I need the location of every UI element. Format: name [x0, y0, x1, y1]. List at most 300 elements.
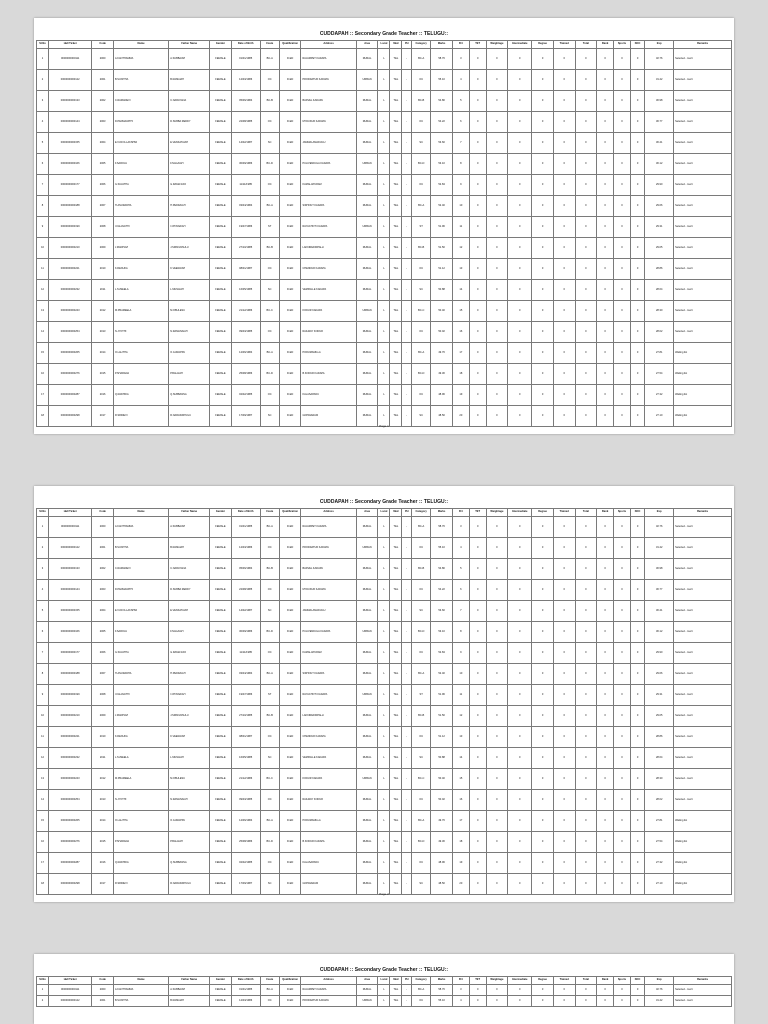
table-cell: FEMALE	[210, 811, 232, 832]
table-cell: 0	[614, 280, 631, 301]
table-cell: 53.10	[431, 622, 453, 643]
table-cell: 0	[630, 769, 644, 790]
table-cell: Selected - merit	[674, 70, 732, 91]
table-cell: 0	[575, 580, 597, 601]
table-cell: D.ED	[279, 280, 301, 301]
table-cell: 0	[508, 364, 532, 385]
table-cell: 0	[486, 538, 508, 559]
table-cell: 0	[553, 811, 575, 832]
table-cell: 0	[469, 259, 486, 280]
table-row	[37, 112, 732, 133]
table-row	[37, 769, 732, 790]
table-cell: 0	[630, 790, 644, 811]
table-cell: Selected - merit	[674, 112, 732, 133]
table-cell: H.ANURADHA	[113, 664, 168, 685]
table-cell: 2006	[92, 643, 114, 664]
table-cell: Selected - merit	[674, 748, 732, 769]
table-cell: Selected - merit	[674, 301, 732, 322]
table-cell: 3	[452, 985, 469, 996]
table-cell: GOPAVARAM	[301, 874, 356, 895]
table-cell: N.JYOTHI	[113, 790, 168, 811]
table-cell: 0	[575, 622, 597, 643]
table-cell: 7	[37, 643, 49, 664]
table-cell: 15	[37, 343, 49, 364]
table-cell: 0	[508, 996, 532, 1007]
table-cell: 0	[469, 985, 486, 996]
table-cell: 11	[452, 217, 469, 238]
table-cell: 05/06/1984	[231, 91, 260, 112]
table-cell: 50.02	[431, 790, 453, 811]
table-cell: 0	[508, 238, 532, 259]
table-cell: -	[402, 133, 412, 154]
table-cell: 0	[575, 832, 597, 853]
table-cell: URBAN	[356, 301, 378, 322]
table-cell: L	[378, 217, 390, 238]
table-cell: TEL	[390, 154, 402, 175]
table-cell: 0	[614, 49, 631, 70]
table-cell: O.GURAPPA	[169, 343, 210, 364]
table-cell: OC	[412, 996, 431, 1007]
table-header-row	[37, 509, 732, 517]
table-cell: 2009	[92, 238, 114, 259]
table-cell: 58.76	[431, 985, 453, 996]
table-cell: 12	[37, 280, 49, 301]
table-cell: TEL	[390, 685, 402, 706]
table-cell: TEL	[390, 664, 402, 685]
table-cell: 0	[630, 832, 644, 853]
table-cell: 0	[597, 706, 614, 727]
table-cell: 0	[630, 385, 644, 406]
column-header: Rank	[597, 509, 614, 517]
table-cell: BC-A	[260, 517, 279, 538]
table-cell: 55.10	[431, 538, 453, 559]
table-cell: 0	[553, 748, 575, 769]
table-cell: L	[378, 49, 390, 70]
column-header: Pct	[452, 509, 469, 517]
table-row	[37, 985, 732, 996]
table-cell: -	[402, 622, 412, 643]
table-cell: D.ED	[279, 601, 301, 622]
table-cell: 0	[532, 406, 554, 427]
table-cell: 2	[37, 538, 49, 559]
table-cell: J.MADHAVI	[113, 238, 168, 259]
table-cell: 0	[630, 259, 644, 280]
table-cell: 51.96	[431, 217, 453, 238]
table-cell: PRODDATUR KADAPA	[301, 996, 356, 1007]
table-cell: RURAL	[356, 664, 378, 685]
table-cell: 0	[532, 517, 554, 538]
table-cell: Selected - merit	[674, 259, 732, 280]
table-cell: 0	[553, 406, 575, 427]
table-cell: F.NAGAIAH	[169, 622, 210, 643]
table-cell: TEL	[390, 538, 402, 559]
table-cell: 0	[486, 70, 508, 91]
table-cell: Waiting list	[674, 811, 732, 832]
table-cell: VEMPALLE KADAPA	[301, 748, 356, 769]
table-cell: 9	[37, 217, 49, 238]
table-cell: 0	[508, 175, 532, 196]
table-cell: URBAN	[356, 70, 378, 91]
table-cell: 0	[469, 133, 486, 154]
table-cell: 0	[508, 685, 532, 706]
table-cell: K.VEERAIAH	[169, 727, 210, 748]
table-cell: 0	[532, 196, 554, 217]
table-cell: A.SUBBAIAH	[169, 517, 210, 538]
table-cell: -	[402, 664, 412, 685]
table-cell: BC-A	[412, 196, 431, 217]
table-cell: 0	[630, 853, 644, 874]
table-cell: 28.86	[645, 727, 674, 748]
table-cell: 55.10	[431, 70, 453, 91]
table-cell: 0	[532, 238, 554, 259]
table-cell: SIDHOUT KADAPA	[301, 664, 356, 685]
table-cell: ST	[412, 217, 431, 238]
table-cell: TEL	[390, 985, 402, 996]
table-cell: -	[402, 175, 412, 196]
table-cell: F.NAGAIAH	[169, 154, 210, 175]
table-cell: D.ED	[279, 643, 301, 664]
table-cell: 0	[614, 406, 631, 427]
page-title: CUDDAPAH :: Secondary Grade Teacher :: TELUGU::	[319, 31, 449, 37]
table-cell: 0	[575, 727, 597, 748]
table-cell: Selected - merit	[674, 727, 732, 748]
table-cell: 0	[553, 538, 575, 559]
table-cell: 0	[532, 70, 554, 91]
table-cell: 0	[597, 874, 614, 895]
table-cell: 0	[597, 196, 614, 217]
table-cell: 0	[597, 769, 614, 790]
table-cell: OC	[260, 996, 279, 1007]
table-cell: 0	[469, 238, 486, 259]
column-header: Gender	[210, 41, 232, 49]
table-cell: 0	[508, 580, 532, 601]
table-cell: 50.40	[431, 769, 453, 790]
table-cell: 30.41	[645, 133, 674, 154]
table-cell: 50.88	[431, 748, 453, 769]
table-cell: -	[402, 238, 412, 259]
table-cell: FEMALE	[210, 601, 232, 622]
table-cell: 0	[553, 727, 575, 748]
table-cell: D.ED	[279, 748, 301, 769]
table-cell: OC	[412, 322, 431, 343]
table-cell: D.ED	[279, 259, 301, 280]
table-cell: 0	[575, 217, 597, 238]
table-cell: 27/10/1985	[231, 238, 260, 259]
table-cell: Waiting list	[674, 874, 732, 895]
table-cell: -	[402, 685, 412, 706]
table-cell: 49.76	[431, 811, 453, 832]
table-cell: OC	[412, 259, 431, 280]
table-cell: RAJAMPET KADAPA	[301, 985, 356, 996]
table-cell: 0	[597, 517, 614, 538]
column-header: Caste	[260, 509, 279, 517]
table-row	[37, 49, 732, 70]
table-row	[37, 601, 732, 622]
table-cell: 10	[452, 196, 469, 217]
table-cell: 0	[575, 559, 597, 580]
table-cell: D.SUBBA REDDY	[169, 580, 210, 601]
table-cell: 0	[614, 601, 631, 622]
table-cell: 09/03/1985	[231, 322, 260, 343]
column-header: Marks	[431, 977, 453, 985]
table-cell: 0	[575, 685, 597, 706]
table-cell: 0	[532, 364, 554, 385]
table-cell: 31.42	[645, 70, 674, 91]
table-cell: 0000000000243	[49, 301, 92, 322]
table-row	[37, 70, 732, 91]
table-cell: RURAL	[356, 259, 378, 280]
table-cell: 0	[553, 664, 575, 685]
table-cell: 0	[532, 769, 554, 790]
table-cell: 27.81	[645, 343, 674, 364]
table-cell: 0	[469, 748, 486, 769]
table-cell: 10	[37, 238, 49, 259]
table-cell: 2015	[92, 364, 114, 385]
table-cell: 0	[553, 385, 575, 406]
table-cell: 2005	[92, 154, 114, 175]
table-cell: G.SUJATHA	[113, 175, 168, 196]
column-header: Intermediate	[508, 41, 532, 49]
table-cell: 0	[553, 559, 575, 580]
table-cell: 0000000000210	[49, 238, 92, 259]
table-cell: L	[378, 91, 390, 112]
table-cell: L	[378, 664, 390, 685]
table-cell: I.CHINNAIAH	[169, 217, 210, 238]
table-cell: 15	[37, 811, 49, 832]
table-cell: Selected - merit	[674, 622, 732, 643]
table-cell: 0	[486, 301, 508, 322]
table-cell: 02/02/1985	[231, 385, 260, 406]
table-cell: L	[378, 196, 390, 217]
table-cell: E.VENKATAIAH	[169, 133, 210, 154]
column-header: NCC	[630, 977, 644, 985]
table-cell: D.ED	[279, 154, 301, 175]
table-cell: 0	[614, 112, 631, 133]
column-header: Degree	[532, 977, 554, 985]
table-cell: BC-A	[412, 664, 431, 685]
table-cell: 18	[452, 832, 469, 853]
table-cell: URBAN	[356, 622, 378, 643]
table-cell: 0	[575, 406, 597, 427]
table-cell: BC-B	[412, 238, 431, 259]
table-cell: C.RAMADEVI	[113, 91, 168, 112]
table-cell: RURAL	[356, 196, 378, 217]
table-cell: BC-D	[260, 622, 279, 643]
table-cell: FEMALE	[210, 748, 232, 769]
table-cell: 0	[575, 538, 597, 559]
table-cell: 0	[508, 133, 532, 154]
table-cell: TEL	[390, 112, 402, 133]
table-cell: 03/04/1984	[231, 196, 260, 217]
table-cell: 0	[614, 664, 631, 685]
table-cell: 0	[508, 196, 532, 217]
table-cell: 13	[37, 301, 49, 322]
table-cell: FEMALE	[210, 664, 232, 685]
table-cell: OC	[412, 580, 431, 601]
table-cell: D.ED	[279, 196, 301, 217]
table-cell: 51.50	[431, 706, 453, 727]
table-cell: N.RAMANAIAH	[169, 790, 210, 811]
table-cell: D.ED	[279, 559, 301, 580]
table-cell: 29.66	[645, 664, 674, 685]
column-header: Area	[356, 977, 378, 985]
table-cell: 0	[508, 601, 532, 622]
table-cell: 2014	[92, 811, 114, 832]
table-cell: 0	[469, 685, 486, 706]
table-cell: 0	[597, 238, 614, 259]
table-cell: TEL	[390, 727, 402, 748]
table-cell: 0	[532, 538, 554, 559]
table-cell: 0	[630, 664, 644, 685]
table-cell: RURAL	[356, 790, 378, 811]
table-cell: 19	[452, 385, 469, 406]
table-cell: RURAL	[356, 853, 378, 874]
table-cell: D.ED	[279, 238, 301, 259]
table-cell: 0	[508, 853, 532, 874]
table-cell: URBAN	[356, 538, 378, 559]
table-cell: 9	[452, 643, 469, 664]
table-cell: RURAL	[356, 811, 378, 832]
table-cell: 0000000000177	[49, 643, 92, 664]
column-header: Exp	[645, 977, 674, 985]
table-cell: D.ED	[279, 133, 301, 154]
table-cell: 0	[486, 832, 508, 853]
table-cell: L	[378, 343, 390, 364]
table-cell: 0	[630, 601, 644, 622]
table-cell: 0000000000188	[49, 664, 92, 685]
table-cell: G.RAMA RAO	[169, 175, 210, 196]
column-header: Local	[378, 41, 390, 49]
table-cell: 0	[597, 343, 614, 364]
table-cell: 0	[508, 727, 532, 748]
table-cell: TEL	[390, 406, 402, 427]
table-cell: 30.12	[645, 154, 674, 175]
table-cell: 0	[486, 685, 508, 706]
column-header: Gender	[210, 509, 232, 517]
table-cell: 14	[452, 748, 469, 769]
table-row	[37, 238, 732, 259]
table-cell: 0	[508, 874, 532, 895]
table-cell: 0	[508, 832, 532, 853]
table-cell: 51.50	[431, 238, 453, 259]
table-cell: 2000	[92, 49, 114, 70]
table-cell: 0	[532, 49, 554, 70]
table-cell: 0	[597, 301, 614, 322]
table-cell: RURAL	[356, 280, 378, 301]
table-cell: Waiting list	[674, 853, 732, 874]
table-cell: 0000000000265	[49, 811, 92, 832]
table-cell: CHENNUR KADAPA	[301, 259, 356, 280]
table-cell: 0	[532, 727, 554, 748]
table-cell: TEL	[390, 175, 402, 196]
table-cell: LAKKIREDDIPALLI	[301, 238, 356, 259]
table-cell: 0	[575, 996, 597, 1007]
table-cell: D.ED	[279, 112, 301, 133]
table-cell: 0	[630, 133, 644, 154]
table-cell: LAKKIREDDIPALLI	[301, 706, 356, 727]
table-cell: FEMALE	[210, 112, 232, 133]
table-cell: 17	[452, 343, 469, 364]
table-cell: 2011	[92, 280, 114, 301]
table-cell: 0	[486, 364, 508, 385]
table-cell: 30.98	[645, 559, 674, 580]
table-cell: 17	[37, 385, 49, 406]
document-page	[34, 954, 734, 1024]
table-cell: P.SHARADA	[113, 832, 168, 853]
table-cell: 9	[37, 685, 49, 706]
table-cell: 2006	[92, 175, 114, 196]
table-cell: 50.40	[431, 301, 453, 322]
table-row	[37, 364, 732, 385]
table-cell: 01/01/1985	[231, 985, 260, 996]
table-cell: FEMALE	[210, 706, 232, 727]
table-cell: 0	[614, 364, 631, 385]
table-cell: 16	[37, 364, 49, 385]
table-cell: M.PRAMEELA	[113, 769, 168, 790]
table-cell: OC	[412, 538, 431, 559]
table-cell: 02/02/1985	[231, 853, 260, 874]
table-cell: 0	[597, 538, 614, 559]
table-cell: BC-D	[260, 364, 279, 385]
table-cell: 30.77	[645, 580, 674, 601]
table-cell: 0000000000188	[49, 196, 92, 217]
table-cell: 0000000000166	[49, 622, 92, 643]
table-cell: 0	[508, 748, 532, 769]
table-cell: FEMALE	[210, 538, 232, 559]
table-cell: L	[378, 301, 390, 322]
table-cell: 0000000000298	[49, 406, 92, 427]
table-cell: RURAL	[356, 91, 378, 112]
table-cell: 0	[614, 985, 631, 996]
table-cell: -	[402, 706, 412, 727]
table-cell: TEL	[390, 517, 402, 538]
table-cell: OC	[260, 538, 279, 559]
column-header: Name	[113, 977, 168, 985]
column-header: Address	[301, 977, 356, 985]
table-cell: 19/07/1986	[231, 685, 260, 706]
table-cell: 27.10	[645, 406, 674, 427]
table-cell: 2001	[92, 996, 114, 1007]
table-cell: 0	[469, 70, 486, 91]
table-cell: 0	[508, 559, 532, 580]
table-row	[37, 853, 732, 874]
page-number: Page 2	[379, 892, 389, 896]
table-cell: Selected - merit	[674, 985, 732, 996]
table-cell: TEL	[390, 811, 402, 832]
table-cell: 0	[614, 580, 631, 601]
table-row	[37, 259, 732, 280]
table-cell: RURAL	[356, 112, 378, 133]
table-cell: L	[378, 70, 390, 91]
table-cell: FEMALE	[210, 196, 232, 217]
table-cell: 0	[469, 517, 486, 538]
table-cell: -	[402, 259, 412, 280]
column-header: Marks	[431, 509, 453, 517]
table-cell: 3	[37, 91, 49, 112]
table-cell: 0	[597, 853, 614, 874]
table-cell: F.SAROJA	[113, 622, 168, 643]
table-cell: 0	[486, 601, 508, 622]
table-cell: FEMALE	[210, 832, 232, 853]
column-header: Degree	[532, 41, 554, 49]
table-cell: 27.32	[645, 385, 674, 406]
table-cell: BC-D	[412, 154, 431, 175]
table-cell: 17/09/1987	[231, 874, 260, 895]
table-cell: B.KODUR KADAPA	[301, 832, 356, 853]
table-cell: 0	[469, 49, 486, 70]
table-cell: URBAN	[356, 154, 378, 175]
table-cell: 51.12	[431, 727, 453, 748]
